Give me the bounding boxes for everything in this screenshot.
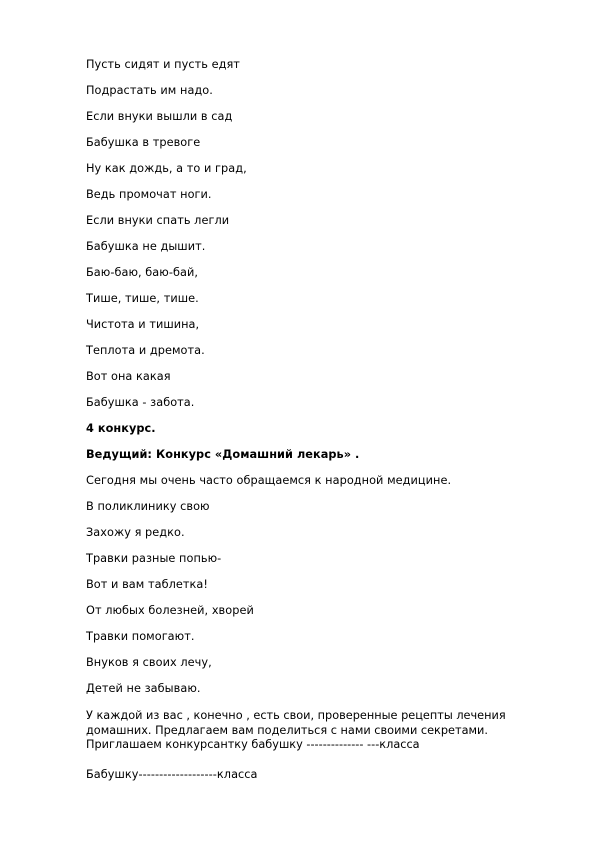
paragraph-line: домашних. Предлагаем вам поделиться с нами своими секретами. [86,723,488,737]
poem-line: Травки разные попью- [86,552,222,565]
intro-line: Сегодня мы очень часто обращаемся к народной медицине. [86,474,452,487]
poem-line: Ведь промочат ноги. [86,188,212,201]
poem-line: Пусть сидят и пусть едят [86,58,240,71]
poem-line: Травки помогают. [86,630,195,643]
poem-line: Тише, тише, тише. [86,292,199,305]
last-line: Бабушку-------------------класса [86,768,258,781]
paragraph-line: Приглашаем конкурсантку бабушку -------------- ---класса [86,738,420,751]
poem-line: Внуков я своих лечу, [86,656,212,669]
contest-title: 4 конкурс. [86,422,156,435]
poem-line: Вот и вам таблетка! [86,578,208,591]
poem-line: Баю-баю, баю-бай, [86,266,198,279]
poem-line: Вот она какая [86,370,171,383]
poem-line: От любых болезней, хворей [86,604,254,617]
poem-line: Захожу я редко. [86,526,185,539]
closing-paragraph [86,709,536,753]
poem-line: Если внуки спать легли [86,214,230,227]
poem-line: Подрастать им надо. [86,84,213,97]
poem-line: Теплота и дремота. [86,344,205,357]
poem-line: Бабушка в тревоге [86,136,201,149]
host-line: Ведущий: Конкурс «Домашний лекарь» . [86,448,360,461]
paragraph-line: У каждой из вас , конечно , есть свои, проверенные рецепты лечения [86,709,506,722]
poem-line: Детей не забываю. [86,682,201,695]
poem-line: Бабушка не дышит. [86,240,206,253]
poem-line: В поликлинику свою [86,500,210,513]
poem-line: Ну как дождь, а то и град, [86,162,247,175]
poem-line: Бабушка - забота. [86,396,195,409]
poem-line: Чистота и тишина, [86,318,200,331]
poem-line: Если внуки вышли в сад [86,110,233,123]
